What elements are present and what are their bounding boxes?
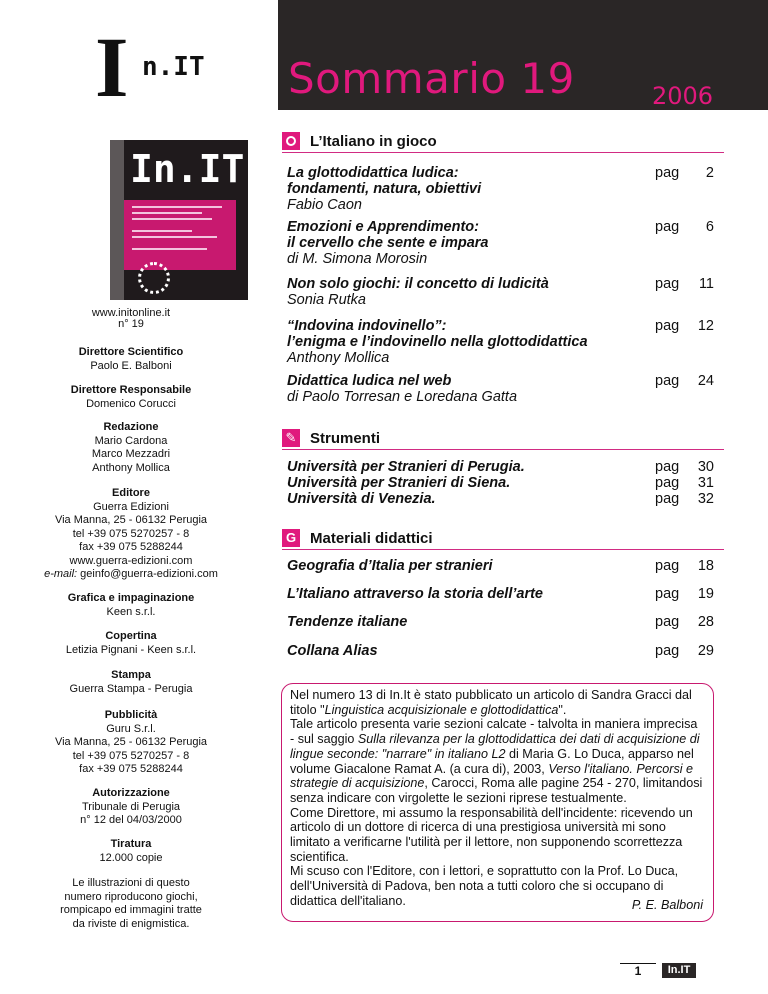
section-label: Materiali didattici [310,530,433,547]
note-text: Tale articolo presenta varie sezioni calcate - talvolta in maniera imprecisa - sul saggio [290,717,698,747]
email-line [0,568,262,582]
entry-author: Fabio Caon [287,197,362,213]
masthead-heading: Editore [112,487,150,499]
page-number: 24 [697,373,714,389]
note-book-title: Verso l'italiano. Percorsi e strategie di acquisizione [290,761,694,791]
note-signature: P. E. Balboni [631,898,703,913]
pag-word: pag [655,219,680,235]
page-number: 2 [705,165,714,181]
masthead-line: 12.000 copie [99,851,163,864]
puzzle-icon [138,262,170,294]
masthead-line: Guerra Edizioni [93,500,169,513]
note-line: rompicapo ed immagini tratte [60,904,202,916]
note-text: di Maria G. Lo Duca, apparso nel volume Giacalone Ramat A. (a cura di), 2003, [290,746,694,776]
page-number: 31 [697,475,714,491]
page-number: 11 [698,276,714,292]
pag-word: pag [655,165,680,181]
page-number: 6 [705,219,714,235]
entry-title: il cervello che sente e impara [287,235,489,251]
page-number: 29 [697,643,714,659]
page-number: 12 [697,318,714,334]
illustrations-note [0,877,262,931]
pag-word: pag [655,459,680,475]
section-label: Strumenti [310,430,381,447]
masthead-line: Keen s.r.l. [106,605,156,618]
entry-title: Geografia d’Italia per stranieri [287,558,493,574]
masthead-heading: Direttore Responsabile [70,384,192,396]
toc-entry[interactable] [287,491,727,507]
logo-text: n.IT [142,52,205,82]
editorial-note [281,683,714,922]
toc-entry[interactable] [287,318,727,366]
masthead-heading: Redazione [103,421,159,433]
email-label: e-mail: [44,568,78,580]
logo-letter: I [95,19,129,115]
cover-line [132,236,217,238]
page-number: 32 [697,491,714,507]
masthead-block [0,592,262,619]
entry-title: Università di Venezia. [287,491,436,507]
section-materiali-didattici [282,529,724,550]
masthead-block [0,384,262,411]
masthead-block [0,630,262,657]
tools-icon [282,429,300,447]
entry-title: Emozioni e Apprendimento: [287,219,479,235]
cover-line [132,248,207,250]
pag-word: pag [655,491,680,507]
cover-line [132,230,192,232]
toc-entry[interactable] [287,558,727,574]
entry-author: di M. Simona Morosin [287,251,428,267]
toc-entry[interactable] [287,165,727,213]
section-italiano-in-gioco [282,132,724,153]
masthead-line: Tribunale di Perugia [81,800,181,813]
note-paragraph: Come Direttore, mi assumo la responsabilità dell'incidente: ricevendo un articolo di un dottore di ricerca di una prestigiosa università mi sono limitato a verificarne l'utilità per il lettore, non supponendo scorrettezza scientifica. [290,805,693,864]
toc-entry[interactable] [287,643,727,659]
entry-title: Università per Stranieri di Perugia. [287,459,525,475]
cover-line [132,206,222,208]
masthead-line: Guerra Stampa - Perugia [69,682,193,695]
toc-entry[interactable] [287,586,727,602]
note-text: , Carocci, Roma alle pagine 254 - 270, limitandosi senza indicare con virgolette le sezioni riprese testualmente. [290,776,703,805]
masthead-block [0,838,262,865]
cover-thumbnail [110,140,248,300]
section-strumenti [282,429,724,450]
pag-word: pag [655,558,680,574]
cover-band [124,200,236,270]
website: www.initonline.it [91,307,171,319]
note-essay-title: Sulla rilevanza per la glottodidattica dei dati di acquisizione di lingue seconde: "narrare" in italiano L2 [290,732,700,761]
toc-entry[interactable] [287,614,727,630]
masthead-block [0,669,262,696]
masthead-line: n° 12 del 04/03/2000 [80,814,182,826]
masthead-block [0,487,262,582]
pag-word: pag [655,586,680,602]
note-text: ". [558,702,567,717]
masthead-line: fax +39 075 5288244 [79,541,183,553]
pag-word: pag [655,643,680,659]
toc-entry[interactable] [287,219,727,267]
toc-entry[interactable] [287,276,727,308]
masthead-heading: Grafica e impaginazione [67,592,195,604]
masthead-block [0,787,262,828]
entry-title: “Indovina indovinello”: [287,318,447,334]
g-letter-icon: G [282,529,300,547]
note-paragraph: Mi scuso con l'Editore, con i lettori, e soprattutto con la Prof. Lo Duca, dell'Università di Padova, ben nota a tutti coloro che si occupano di didattica dell'italiano. [290,864,679,908]
note-paragraph [290,717,705,805]
masthead-block [0,346,262,373]
masthead-line: www.guerra-edizioni.com [69,554,193,567]
masthead-line: fax +39 075 5288244 [79,763,183,775]
section-header [282,132,724,153]
toc-entry[interactable] [287,459,727,475]
masthead-heading: Copertina [105,630,157,642]
toc-entry[interactable] [287,475,727,491]
entry-author: Anthony Mollica [287,350,390,366]
entry-author: di Paolo Torresan e Loredana Gatta [287,389,518,405]
toc-entry[interactable] [287,373,727,405]
masthead-block [0,709,262,777]
entry-title: Didattica ludica nel web [287,373,452,389]
masthead-line: Via Manna, 25 - 06132 Perugia [54,514,208,526]
section-header [282,429,724,450]
masthead-heading: Stampa [111,669,151,681]
footer-logo: In.IT [662,963,696,978]
page-number: 18 [697,558,714,574]
page-number: 19 [697,586,714,602]
masthead-heading: Pubblicità [104,709,158,721]
entry-title: Non solo giochi: il concetto di ludicità [287,276,549,292]
masthead-line: tel +39 075 5270257 - 8 [72,527,190,540]
masthead-line: Via Manna, 25 - 06132 Perugia [54,736,208,748]
issue-year: 2006 [652,82,714,110]
cover-line [132,212,202,214]
masthead-line: Anthony Mollica [92,461,170,474]
note-text: Nel numero 13 di In.It è stato pubblicato un articolo di Sandra Gracci dal titolo " [290,688,692,717]
page-number: 28 [697,614,714,630]
section-header [282,529,724,550]
masthead-line: Domenico Corucci [86,397,176,410]
pag-word: pag [655,475,680,491]
note-line: Le illustrazioni di questo [72,877,190,889]
masthead-line: Letizia Pignani - Keen s.r.l. [65,643,197,656]
masthead-line: Paolo E. Balboni [90,359,172,372]
pag-word: pag [655,318,680,334]
pag-word: pag [655,614,680,630]
entry-title: fondamenti, natura, obiettivi [287,181,482,197]
entry-author: Sonia Rutka [287,292,366,308]
entry-title: Tendenze italiane [287,614,408,630]
page-title: Sommario 19 [288,54,575,103]
masthead-heading: Autorizzazione [92,787,170,799]
cover-line [132,218,212,220]
section-label: L’Italiano in gioco [310,133,437,150]
note-article-title: Linguistica acquisizionale e glottodidattica [324,702,559,717]
entry-title: L’Italiano attraverso la storia dell’arte [287,586,543,602]
cover-title: In.IT [130,147,245,191]
masthead-heading: Tiratura [110,838,152,850]
masthead-block [0,421,262,475]
note-paragraph [290,688,705,717]
masthead-line: Marco Mezzadri [91,448,171,460]
email-address: geinfo@guerra-edizioni.com [80,568,218,580]
pag-word: pag [655,276,680,292]
entry-title: Collana Alias [287,643,378,659]
masthead-line: Mario Cardona [94,434,168,447]
masthead-line: tel +39 075 5270257 - 8 [72,749,190,762]
note-line: da riviste di enigmistica. [72,917,190,930]
entry-title: l’enigma e l’indovinello nella glottodidattica [287,334,588,350]
entry-title: La glottodidattica ludica: [287,165,459,181]
pag-word: pag [655,373,680,389]
cover-pattern [110,140,124,300]
note-line: numero riproducono giochi, [64,890,198,903]
target-icon [282,132,300,150]
page-number: 30 [697,459,714,475]
masthead-heading: Direttore Scientifico [78,346,184,358]
masthead-line: Guru S.r.l. [106,722,156,735]
page-number-footer: 1 [620,963,656,978]
issue-number: n° 19 [118,318,144,330]
entry-title: Università per Stranieri di Siena. [287,475,511,491]
